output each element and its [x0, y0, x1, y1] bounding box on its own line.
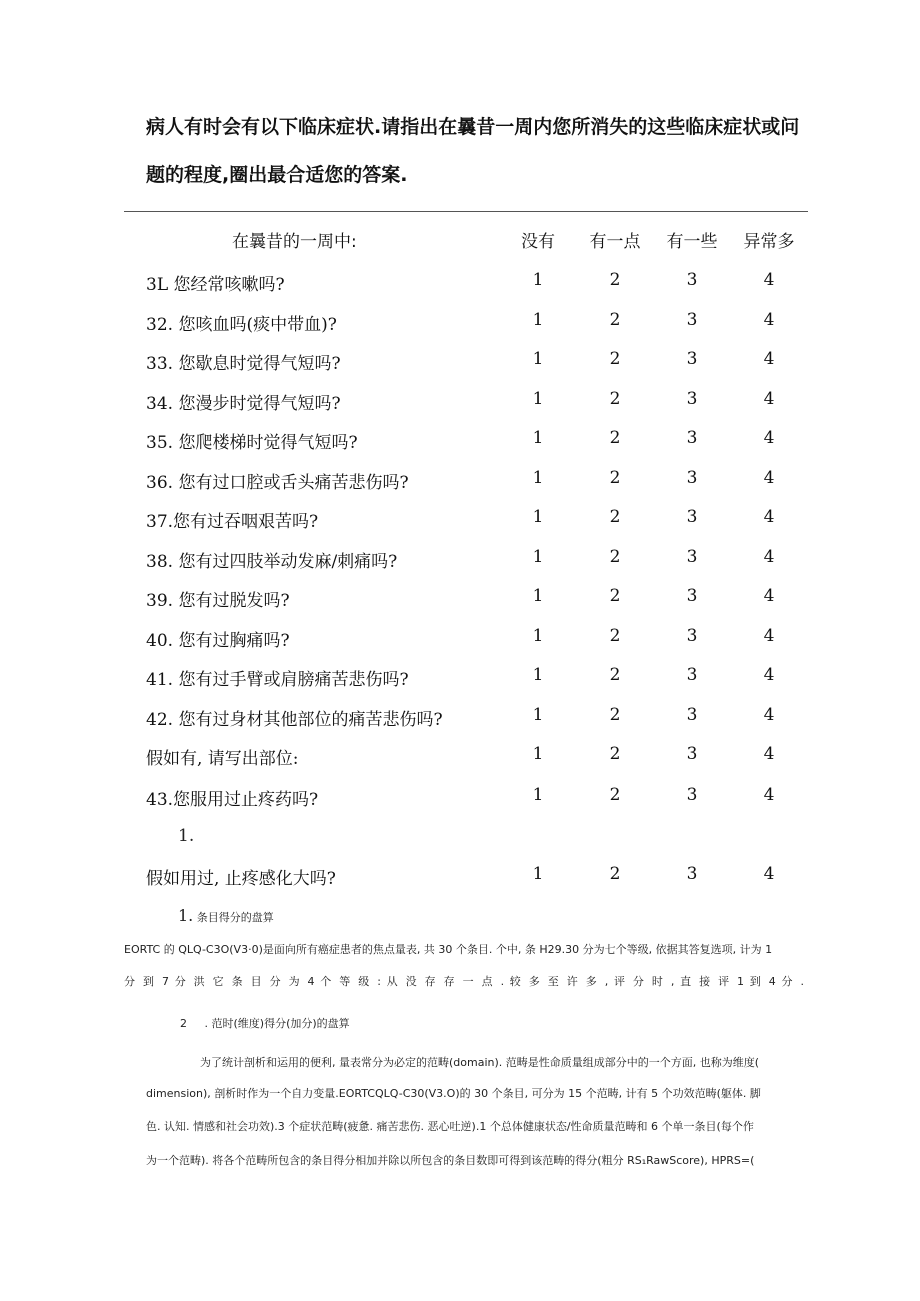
answer-option-4[interactable]: 4	[763, 270, 775, 290]
question-text: 假如用过, 止疼感化大吗?	[146, 869, 336, 889]
question-row	[0, 389, 920, 417]
answer-option-4[interactable]: 4	[763, 468, 775, 488]
section1-heading	[178, 906, 274, 925]
answer-option-3[interactable]: 3	[686, 864, 698, 884]
answer-option-1[interactable]: 1	[532, 586, 544, 606]
question-row	[0, 428, 920, 456]
question-text: 3L 您经常咳嗽吗?	[146, 275, 285, 295]
question-row	[0, 665, 920, 693]
section2-title: . 范时(维度)得分(加分)的盘算	[204, 1017, 350, 1030]
answer-option-1[interactable]: 1	[532, 270, 544, 290]
answer-option-2[interactable]: 2	[609, 270, 621, 290]
answer-option-3[interactable]: 3	[686, 705, 698, 725]
answer-option-3[interactable]: 3	[686, 349, 698, 369]
question-row	[0, 586, 920, 614]
answer-option-2[interactable]: 2	[609, 665, 621, 685]
answer-option-2[interactable]: 2	[609, 389, 621, 409]
answer-option-4[interactable]: 4	[763, 428, 775, 448]
question-text: 32. 您咳血吗(痰中带血)?	[146, 315, 337, 335]
question-text: 34. 您漫步时觉得气短吗?	[146, 394, 341, 414]
answer-option-3[interactable]: 3	[686, 665, 698, 685]
answer-option-2[interactable]: 2	[609, 507, 621, 527]
question-row	[0, 349, 920, 377]
sub-marker: 1.	[178, 826, 195, 846]
section2-para-line-1: 为了统计剖析和运用的便利, 量表常分为必定的范畴(domain). 范畴是性命质量组成部分中的一个方面, 也称为维度(	[200, 1056, 760, 1069]
section2-number: 2	[180, 1017, 187, 1030]
answer-option-1[interactable]: 1	[532, 428, 544, 448]
answer-option-4[interactable]: 4	[763, 785, 775, 805]
answer-option-3[interactable]: 3	[686, 270, 698, 290]
question-text: 35. 您爬楼梯时觉得气短吗?	[146, 433, 358, 453]
answer-option-2[interactable]: 2	[609, 310, 621, 330]
section1-number: 1.	[178, 906, 194, 925]
answer-option-1[interactable]: 1	[532, 864, 544, 884]
question-row	[0, 468, 920, 496]
question-text: 33. 您歇息时觉得气短吗?	[146, 354, 341, 374]
answer-option-1[interactable]: 1	[532, 705, 544, 725]
answer-option-4[interactable]: 4	[763, 744, 775, 764]
answer-option-1[interactable]: 1	[532, 310, 544, 330]
answer-option-2[interactable]: 2	[609, 744, 621, 764]
header-option-a-little: 有一点	[589, 232, 641, 252]
answer-option-3[interactable]: 3	[686, 744, 698, 764]
answer-option-3[interactable]: 3	[686, 785, 698, 805]
answer-option-1[interactable]: 1	[532, 349, 544, 369]
answer-option-1[interactable]: 1	[532, 785, 544, 805]
question-text: 42. 您有过身材其他部位的痛苦悲伤吗?	[146, 710, 443, 730]
section2-heading	[180, 1015, 350, 1031]
header-option-some: 有一些	[666, 232, 718, 252]
answer-option-1[interactable]: 1	[532, 744, 544, 764]
question-row	[0, 270, 920, 298]
answer-option-4[interactable]: 4	[763, 547, 775, 567]
answer-option-3[interactable]: 3	[686, 547, 698, 567]
answer-option-2[interactable]: 2	[609, 705, 621, 725]
answer-option-1[interactable]: 1	[532, 389, 544, 409]
answer-option-4[interactable]: 4	[763, 705, 775, 725]
answer-option-2[interactable]: 2	[609, 864, 621, 884]
answer-option-1[interactable]: 1	[532, 468, 544, 488]
answer-option-3[interactable]: 3	[686, 626, 698, 646]
answer-option-2[interactable]: 2	[609, 626, 621, 646]
answer-option-1[interactable]: 1	[532, 507, 544, 527]
answer-option-3[interactable]: 3	[686, 389, 698, 409]
answer-option-1[interactable]: 1	[532, 665, 544, 685]
question-row	[0, 310, 920, 338]
question-row	[0, 864, 920, 892]
answer-option-2[interactable]: 2	[609, 785, 621, 805]
section2-para-line-3: 色. 认知. 情感和社会功效).3 个症状范畴(疲惫. 痛苦悲伤. 恶心吐逆).1 个总体健康状态/性命质量范畴和 6 个单一条目(每个作	[146, 1120, 754, 1133]
answer-option-4[interactable]: 4	[763, 389, 775, 409]
question-text: 41. 您有过手臂或肩膀痛苦悲伤吗?	[146, 670, 409, 690]
header-option-none: 没有	[521, 232, 555, 252]
question-text: 假如有, 请写出部位:	[146, 749, 299, 769]
question-text: 37.您有过吞咽艰苦吗?	[146, 512, 319, 532]
answer-option-3[interactable]: 3	[686, 507, 698, 527]
answer-option-3[interactable]: 3	[686, 586, 698, 606]
answer-option-1[interactable]: 1	[532, 547, 544, 567]
answer-option-4[interactable]: 4	[763, 665, 775, 685]
question-row	[0, 626, 920, 654]
question-row	[0, 507, 920, 535]
answer-option-3[interactable]: 3	[686, 310, 698, 330]
section1-title: 条目得分的盘算	[196, 911, 274, 924]
question-row	[0, 785, 920, 813]
answer-option-2[interactable]: 2	[609, 547, 621, 567]
answer-option-4[interactable]: 4	[763, 626, 775, 646]
answer-option-1[interactable]: 1	[532, 626, 544, 646]
header-question: 在曩昔的一周中:	[232, 232, 357, 252]
header-option-very-much: 异常多	[743, 232, 795, 252]
section1-line-2: 分 到 7 分 洪 它 条 目 分 为 4 个 等 级 : 从 没 存 存 一 点 . 较 多 至 许 多 , 评 分 时 , 直 接 评 1 到 4 分 .	[124, 975, 804, 988]
question-row	[0, 744, 920, 772]
question-text: 40. 您有过胸痛吗?	[146, 631, 290, 651]
instruction-line-2: 题的程度,圈出最合适您的答案.	[146, 164, 408, 186]
answer-option-4[interactable]: 4	[763, 586, 775, 606]
answer-option-3[interactable]: 3	[686, 428, 698, 448]
answer-option-4[interactable]: 4	[763, 507, 775, 527]
question-row	[0, 705, 920, 733]
section2-para-line-4: 为一个范畴). 将各个范畴所包含的条目得分相加并除以所包含的条目数即可得到该范畴的得分(粗分 RS₁RawScore), HPRS=(	[146, 1154, 755, 1167]
question-text: 43.您服用过止疼药吗?	[146, 790, 319, 810]
question-text: 36. 您有过口腔或舌头痛苦悲伤吗?	[146, 473, 409, 493]
answer-option-4[interactable]: 4	[763, 310, 775, 330]
question-text: 38. 您有过四肢举动发麻/刺痛吗?	[146, 552, 398, 572]
section2-para-line-2: dimension), 剖析时作为一个自力变量.EORTCQLQ-C30(V3.O)的 30 个条目, 可分为 15 个范畴, 计有 5 个功效范畴(躯体. 脚	[146, 1087, 761, 1100]
answer-option-2[interactable]: 2	[609, 586, 621, 606]
section1-line-1: EORTC 的 QLQ-C3O(V3·0)是面向所有癌症患者的焦点量表, 共 30 个条目. 个中, 条 H29.30 分为七个等级, 依据其答复选项, 计为 1	[124, 943, 773, 956]
question-row	[0, 547, 920, 575]
answer-option-4[interactable]: 4	[763, 349, 775, 369]
question-text: 39. 您有过脱发吗?	[146, 591, 290, 611]
answer-option-2[interactable]: 2	[609, 349, 621, 369]
answer-option-3[interactable]: 3	[686, 468, 698, 488]
answer-option-2[interactable]: 2	[609, 468, 621, 488]
instruction-line-1: 病人有时会有以下临床症状.请指出在曩昔一周内您所消失的这些临床症状或问	[146, 116, 800, 138]
answer-option-4[interactable]: 4	[763, 864, 775, 884]
answer-option-2[interactable]: 2	[609, 428, 621, 448]
